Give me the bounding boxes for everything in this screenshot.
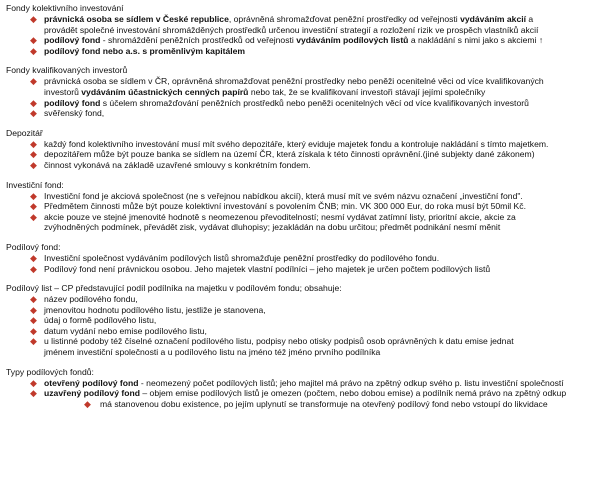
item-text: – objem emise podílových listů je omezen (počtem, nebo dobou emise) a podílník nemá právo na zpětný odkup [139,388,567,399]
list-item [6,149,601,160]
item-text: zvýhodněných podmínek, převádět zisk, vydávat dluhopisy; jezakládán na dobu určitou; předmět podnikání nesmí měnit [44,222,501,233]
bullet-diamond-icon: ◆ [30,97,37,108]
bold-text: uzavřený podílový fond [44,388,140,399]
bullet-diamond-icon: ◆ [30,325,37,336]
section-heading: Investiční fond: [6,179,64,190]
item-text: činnost vykonává na základě uzavřené smlouvy s konkrétním fondem. [44,159,311,170]
item-text: u listinné podoby též číselné označení podílového listu, podpisy nebo otisky podpisů osob oprávněných k datu emise jednat [44,336,514,347]
section [6,180,601,233]
bold-text: právnická osoba se sídlem v České republice [44,14,229,24]
section [6,283,601,358]
section [6,128,601,171]
item-text: - shromáždění peněžních prostředků od veřejnosti [100,35,297,46]
item-text: Investiční fond je akciová společnost (ne s veřejnou nabídkou akcií), která musí mít ve svém názvu označení „investiční fond". [44,190,523,201]
list-item [6,378,601,389]
bullet-diamond-icon: ◆ [30,45,37,56]
item-text: svěřenský fond, [44,108,105,119]
item-text: jménem investiční společnosti a u podílového listu na jméno též jméno prvního podílníka [44,347,381,358]
item-text: depozitářem může být pouze banka se sídlem na území ČR, která získala k této činnosti oprávnění.(jiné subjekty dané zákonem) [44,149,535,160]
section-heading: Fondy kvalifikovaných investorů [6,65,128,76]
item-text: Investiční společnost vydáváním podílových listů shromažďuje peněžní prostředky do podílového fondu. [44,252,440,263]
bullet-diamond-icon: ◆ [30,315,37,326]
bullet-diamond-icon: ◆ [30,304,37,315]
section [6,367,601,410]
item-text: má stanovenou dobu existence, po jejím uplynutí se transformuje na otevřený podílový fond nebo vstoupí do likvidace [100,398,548,409]
item-text: každý fond kolektivního investování musí mít svého depozitáře, který eviduje majetek fondu a kontroluje nakládání s tímto majetkem. [44,138,549,149]
bullet-diamond-icon: ◆ [30,263,37,274]
list-item [6,315,601,326]
list-item [6,46,601,57]
list-item [6,35,601,46]
item-text: Předmětem činnosti může být pouze kolektivní investování s povolením ČNB; min. VK 300 000 Eur, do roka musí být 50mil Kč. [44,201,526,212]
item-text: Podílový fond není právnickou osobou. Jeho majetek vlastní podílníci – jeho majetek je určen počtem podílových listů [44,263,491,274]
bullet-diamond-icon: ◆ [30,388,37,399]
section [6,65,601,118]
bold-text: vydáváním akcií [460,14,527,24]
list-item [6,264,601,275]
list-item [6,108,601,119]
item-text: akcie pouze ve stejné jmenovité hodnotě s neomezenou převoditelností; nesmí vydávat zatímní listy, prioritní akcie, akcie za [44,211,516,222]
bullet-diamond-icon: ◆ [30,190,37,201]
section-heading: Podílový list – CP představující podíl podílníka na majetku v podílovém fondu; obsahuje: [6,283,342,294]
section [6,3,601,56]
list-item [6,305,601,316]
bullet-diamond-icon: ◆ [30,159,37,170]
section-heading: Depozitář [6,127,43,138]
list-item [6,201,601,212]
list-item [6,76,601,87]
bullet-diamond-icon: ◆ [30,14,37,24]
item-text: , oprávněná shromažďovat peněžní prostředky od veřejnosti [228,14,461,24]
section [6,242,601,274]
bullet-diamond-icon: ◆ [30,252,37,263]
bullet-diamond-icon: ◆ [30,76,37,87]
list-item-continuation [6,25,601,36]
item-text: a nakládání s nimi jako s akciemi ↑ [408,35,544,46]
item-text: s účelem shromažďování peněžních prostředků nebo peněži ocenitelných věcí od více kvalifikovaných investorů [100,97,529,108]
bullet-diamond-icon: ◆ [30,108,37,119]
bold-text: otevřený podílový fond [44,377,139,388]
list-item [6,160,601,171]
bold-text: podílový fond nebo a.s. s proměnlivým kapitálem [44,45,246,56]
item-text: právnická osoba se sídlem v ČR, oprávněná shromažďovat peněžní prostředky nebo peněži ocenitelné věci od více kvalifikovaných [44,76,544,87]
bullet-diamond-icon: ◆ [30,35,37,46]
bold-text: podílový fond [44,35,101,46]
bold-text: podílový fond [44,97,101,108]
section-heading: Fondy kolektivního investování [6,3,124,13]
item-text: provádět společné investování shromážděných prostředků určenou investiční strategií a rozložení rizik ve prospěch vlastníků akcií [44,24,539,35]
bullet-diamond-icon: ◆ [30,138,37,149]
item-text: jmenovitou hodnotu podílového listu, jestliže je stanovena, [44,304,266,315]
bullet-diamond-icon: ◆ [30,377,37,388]
bullet-diamond-icon: ◆ [30,201,37,212]
item-text: nebo tak, že se kvalifikovaní investoři stávají jejími společníky [248,86,486,97]
section-heading: Podílový fond: [6,241,61,252]
bullet-diamond-icon: ◆ [30,211,37,222]
list-item [6,336,601,347]
bold-text: vydáváním účastnických cenných papírů [81,86,249,97]
list-item [6,191,601,202]
bullet-diamond-icon: ◆ [30,336,37,347]
section-heading: Typy podílových fondů: [6,366,94,377]
list-item [6,388,601,399]
bullet-diamond-icon: ◆ [84,398,91,409]
item-text: investorů [44,86,82,97]
list-item [6,14,601,25]
list-item [6,98,601,109]
item-text: datum vydání nebo emise podílového listu, [44,325,207,336]
bullet-diamond-icon: ◆ [30,149,37,160]
list-item-continuation [6,222,601,233]
list-item [6,212,601,223]
list-item-continuation [6,87,601,98]
item-text: údaj o formě podílového listu, [44,315,157,326]
list-item [6,399,601,410]
item-text: - neomezený počet podílových listů; jeho majitel má právo na zpětný odkup svého p. listu investiční společností [138,377,564,388]
item-text: název podílového fondu, [44,294,138,305]
item-text: a [526,14,534,24]
list-item [6,253,601,264]
bullet-diamond-icon: ◆ [30,294,37,305]
list-item [6,326,601,337]
list-item [6,139,601,150]
list-item-continuation [6,347,601,358]
list-item [6,294,601,305]
bold-text: vydáváním podílových listů [296,35,409,46]
